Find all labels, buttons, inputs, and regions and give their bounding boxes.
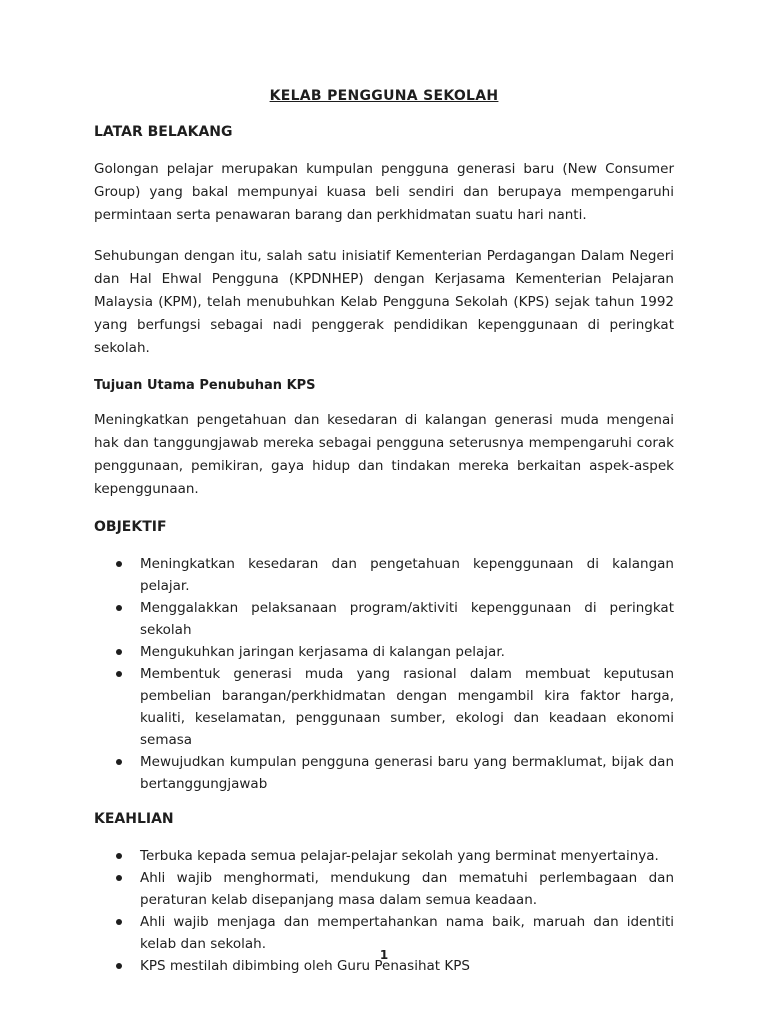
- list-item: [94, 845, 674, 867]
- list-item: [94, 663, 674, 751]
- list-item-text: Mewujudkan kumpulan pengguna generasi baru yang bermaklumat, bijak dan bertanggungjawab: [140, 754, 674, 792]
- list-item: [94, 751, 674, 795]
- section-heading-keahlian: KEAHLIAN: [94, 811, 174, 827]
- list-item-text: Ahli wajib menghormati, mendukung dan mematuhi perlembagaan dan peraturan kelab disepanjang masa dalam semua keadaan.: [140, 870, 674, 908]
- list-item: [94, 553, 674, 597]
- bullet-icon: [116, 605, 122, 611]
- list-item-text: Membentuk generasi muda yang rasional dalam membuat keputusan pembelian barangan/perkhidmatan dengan mengambil kira faktor harga, kualiti, keselamatan, penggunaan sumber, ekologi dan keadaan ekonomi semasa: [140, 666, 674, 748]
- list-item-text: KPS mestilah dibimbing oleh Guru Penasihat KPS: [140, 958, 470, 974]
- bullet-icon: [116, 853, 122, 859]
- bullet-icon: [116, 759, 122, 765]
- paragraph-latar-belakang-1: Golongan pelajar merupakan kumpulan pengguna generasi baru (New Consumer Group) yang bakal mempunyai kuasa beli sendiri dan berupaya mempengaruhi permintaan serta penawaran barang dan perkhidmatan suatu hari nanti.: [94, 161, 674, 223]
- bullet-icon: [116, 919, 122, 925]
- bullet-icon: [116, 671, 122, 677]
- list-item: [94, 597, 674, 641]
- paragraph-latar-belakang-2: Sehubungan dengan itu, salah satu inisiatif Kementerian Perdagangan Dalam Negeri dan Hal Ehwal Pengguna (KPDNHEP) dengan Kerjasama Kementerian Pelajaran Malaysia (KPM), telah menubuhkan Kelab Pengguna Sekolah (KPS) sejak tahun 1992 yang berfungsi sebagai nadi penggerak pendidikan kepenggunaan di peringkat sekolah.: [94, 248, 674, 356]
- page-number: 1: [379, 948, 389, 962]
- bullet-icon: [116, 561, 122, 567]
- section-heading-objektif: OBJEKTIF: [94, 519, 167, 535]
- bullet-icon: [116, 649, 122, 655]
- list-item-text: Terbuka kepada semua pelajar-pelajar sekolah yang berminat menyertainya.: [140, 848, 659, 864]
- section-heading-latar-belakang: LATAR BELAKANG: [94, 124, 233, 140]
- list-item: [94, 867, 674, 911]
- bullet-icon: [116, 875, 122, 881]
- document-content: [94, 88, 674, 993]
- list-item-text: Menggalakkan pelaksanaan program/aktiviti kepenggunaan di peringkat sekolah: [140, 600, 674, 638]
- paragraph-tujuan: Meningkatkan pengetahuan dan kesedaran di kalangan generasi muda mengenai hak dan tanggungjawab mereka sebagai pengguna seterusnya mempengaruhi corak penggunaan, pemikiran, gaya hidup dan tindakan mereka berkaitan aspek-aspek kepenggunaan.: [94, 412, 674, 497]
- list-item: [94, 641, 674, 663]
- objektif-list: [94, 553, 674, 795]
- bullet-icon: [116, 963, 122, 969]
- document-title: KELAB PENGGUNA SEKOLAH: [269, 88, 499, 104]
- list-item-text: Meningkatkan kesedaran dan pengetahuan kepenggunaan di kalangan pelajar.: [140, 556, 674, 594]
- list-item-text: Mengukuhkan jaringan kerjasama di kalangan pelajar.: [140, 644, 505, 660]
- list-item-text: Ahli wajib menjaga dan mempertahankan nama baik, maruah dan identiti kelab dan sekolah.: [140, 914, 674, 952]
- section-heading-tujuan: Tujuan Utama Penubuhan KPS: [94, 378, 316, 393]
